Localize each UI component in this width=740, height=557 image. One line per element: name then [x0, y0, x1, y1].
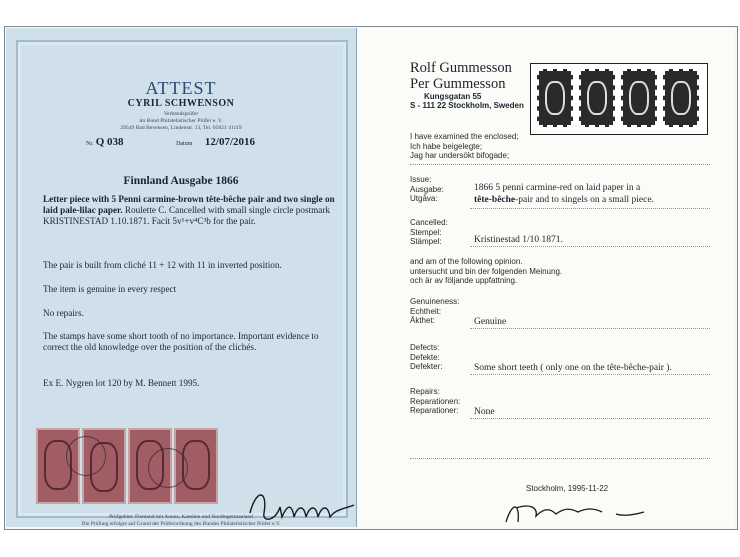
- repair-label-en: Repairs:: [410, 387, 440, 396]
- pruefordnung-text: Die Prüfung erfolgte auf Grund der Prüferordnung des Bundes Philatelistischer Prüfer e.V.: [81, 521, 281, 527]
- cancel-labels: [410, 218, 448, 247]
- description-paragraph: [43, 194, 343, 227]
- issue-label-sv: Utgåva:: [410, 194, 438, 203]
- cliche-paragraph: The pair is built from cliché 11 + 12 with 11 in inverted position.: [43, 260, 282, 270]
- number-label: Nr.: [86, 141, 94, 147]
- cancel-value: Kristinestad 1/10 1871.: [474, 235, 563, 245]
- stamp-inverted: [537, 69, 573, 127]
- certificate-number: Q 038: [95, 136, 124, 148]
- repair-label-de: Reparationen:: [410, 396, 461, 406]
- provenance-paragraph: Ex E. Nygren lot 120 by M. Bennett 1995.: [43, 378, 200, 388]
- genuine-label-en: Genuineness:: [410, 297, 460, 306]
- certificate-number-row: [86, 136, 255, 148]
- issue-value-line2: -pair and to singels on a small piece.: [515, 195, 654, 205]
- gummesson-signature: [498, 498, 648, 528]
- genuine-paragraph: The item is genuine in every respect: [43, 284, 177, 294]
- repair-value: None: [474, 407, 495, 417]
- description-rest: Roulette C. Cancelled with small single circle postmark KRISTINESTAD 1.10.1871. Facit 5v¹+v⁴C³b for the pair.: [43, 205, 330, 226]
- issue-label-de: Ausgabe:: [410, 184, 444, 194]
- opinion-en: and am of the following opinion.: [410, 257, 523, 266]
- defect-label-de: Defekte:: [410, 352, 440, 362]
- gummesson-certificate: [358, 28, 734, 527]
- issue-value: [474, 182, 654, 206]
- opinion-text: [410, 257, 562, 286]
- city: S - 111 22 Stockholm, Sweden: [410, 101, 524, 110]
- stamp: [663, 69, 699, 127]
- issue-labels: [410, 175, 444, 204]
- street: Kungsgatan 55: [424, 92, 482, 101]
- certificate-date: 12/07/2016: [204, 136, 256, 148]
- genuine-label-de: Echtheit:: [410, 306, 442, 316]
- date-label: Datum: [176, 141, 193, 147]
- intro-text: [410, 132, 519, 161]
- pruefgebiet-text: Prüfgebiet: Finnland mit Aunus, Karelien und Nordingermanland: [109, 514, 253, 520]
- attest-certificate: [6, 28, 357, 527]
- repairs-paragraph: No repairs.: [43, 308, 84, 318]
- examiner-address: 29549 Bad Bevensen, Lindenstr. 13, Tel. 05821 41119: [120, 125, 242, 131]
- cancel-label-en: Cancelled:: [410, 218, 448, 227]
- genuine-label-sv: Äkthet:: [410, 316, 435, 325]
- pruefer-footer: [6, 514, 356, 528]
- defect-label-en: Defects:: [410, 343, 440, 352]
- stamp: [621, 69, 657, 127]
- cancel-label-sv: Stämpel:: [410, 237, 442, 246]
- defect-labels: [410, 343, 442, 372]
- tooth-paragraph: The stamps have some short tooth of no importance. Important evidence to correct the old knowledge over the position of the clichés.: [43, 331, 319, 352]
- letterhead-address: [410, 92, 524, 110]
- repair-labels: [410, 387, 460, 416]
- place-date: Stockholm, 1995-11-22: [526, 484, 609, 493]
- defect-value: Some short teeth ( only one on the tête-bêche-pair ).: [474, 363, 672, 373]
- opinion-de: untersucht und bin der folgenden Meinung.: [410, 266, 563, 276]
- name-per: Per Gummesson: [410, 76, 506, 92]
- intro-de: Ich habe beigelegte;: [410, 141, 483, 151]
- opinion-sv: och är av följande uppfattning.: [410, 276, 518, 285]
- issue-value-line1: 1866 5 penni carmine-red on laid paper in a: [474, 183, 641, 193]
- certificate-heading: Finnland Ausgabe 1866: [123, 175, 239, 187]
- genuine-labels: [410, 297, 459, 326]
- examiner-society: im Bund Philatelistischer Prüfer e. V.: [139, 118, 223, 124]
- intro-sv: Jag har undersökt bifogade;: [410, 151, 510, 160]
- postmark: [148, 448, 188, 488]
- defect-label-sv: Defekter:: [410, 362, 443, 371]
- stamp-photo: [530, 63, 708, 135]
- stamp: [579, 69, 615, 127]
- postmark: [66, 436, 106, 476]
- letterhead-names: [410, 60, 512, 92]
- examiner-name: CYRIL SCHWENSON: [127, 98, 235, 109]
- issue-label-en: Issue:: [410, 175, 432, 184]
- intro-en: I have examined the enclosed;: [410, 132, 519, 141]
- stamp-photo: [36, 428, 220, 504]
- repair-label-sv: Reparationer:: [410, 406, 459, 415]
- tete-beche-bold: tête-bêche: [474, 195, 516, 205]
- examiner-role: Verbandsprüfer: [163, 111, 199, 117]
- attest-title: ATTEST: [145, 78, 217, 98]
- genuine-value: Genuine: [474, 317, 507, 327]
- description-bold: Letter piece with 5 Penni carmine-brown tête-bêche pair and two single on laid pale-lilac paper.: [43, 194, 335, 215]
- cancel-label-de: Stempel:: [410, 227, 442, 237]
- name-rolf: Rolf Gummesson: [410, 60, 512, 76]
